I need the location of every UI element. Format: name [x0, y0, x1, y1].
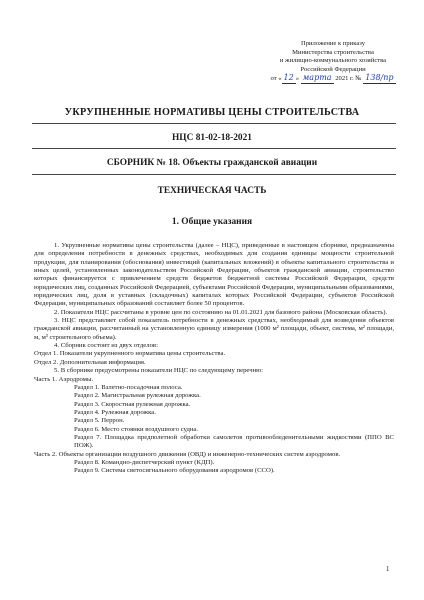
list-item: Раздел 2. Магистральная рулежная дорожка. [74, 392, 201, 400]
approval-line: Приложение к приказу [300, 40, 366, 47]
list-item: Часть 1. Аэродромы. [34, 375, 94, 383]
paragraph: 4. Сборник состоит из двух отделов: [54, 342, 158, 350]
tech-part-heading: ТЕХНИЧЕСКАЯ ЧАСТЬ [157, 186, 267, 196]
paragraph: 3. НЦС представляет собой показатель потребности в денежных средствах, необходимый для возведения объектов гражданской авиации, рассчитанный на установленную единицу измерения (1000 м² площади, объект, система, м² площади, м, м³ строительного объема). [34, 317, 394, 341]
list-item: Отдел 2. Дополнительная информация. [34, 358, 146, 366]
handwritten-day: 12 [283, 73, 294, 83]
list-item: Раздел 1. Взлетно-посадочная полоса. [74, 383, 183, 391]
list-item: Раздел 8. Командно-диспетчерский пункт (КДП). [74, 458, 215, 466]
collection-divider [32, 174, 396, 175]
list-item: Раздел 7. Площадка предполетной обработки самолетов противообледенительными жидкостями (ППО ВС ПОЖ). [74, 433, 394, 450]
approval-line: и жилищно-коммунального хозяйства [279, 57, 387, 65]
collection-title: СБОРНИК № 18. Объекты гражданской авиации [106, 158, 318, 168]
date-day-suffix: » [295, 75, 300, 83]
date-year: 2021 г. № [335, 75, 362, 83]
approval-date-line [248, 74, 418, 84]
list-item: Часть 2. Объекты организации воздушного движения (ОВД) и инженерно-технических систем аэродромов. [34, 450, 341, 458]
list-item: Раздел 5. Перрон. [74, 417, 125, 425]
handwritten-month: марта [302, 73, 332, 83]
code-divider [32, 148, 396, 149]
paragraph: 1. Укрупненные нормативы цены строительства (далее – НЦС), приведенные в настоящем сборнике, предназначены для определения потребности в денежных средствах, необходимых для создания единицы мощности строительной продукции, для планирования (обоснования) инвестиций (капитальных вложений) в объекты капитального строительства и иных целей, установленных законодательством Российской Федерации, объектов гражданской авиации, строительство которых финансируется с привлечением средств бюджетов бюджетной системы Российской Федерации, средств юридических лиц, созданных Российской Федерацией, субъектами Российской Федерации, муниципальными образованиями, юридических лиц, доля в уставных (складочных) капиталах которых Российской Федерации, субъектов Российской Федерации, муниципальных образований составляет более 50 процентов. [34, 242, 394, 308]
handwritten-order-number: 138/пр [365, 73, 394, 83]
document-code: НЦС 81-02-18-2021 [172, 133, 252, 143]
date-prefix: от « [270, 75, 282, 83]
list-item: Раздел 3. Скоростная рулежная дорожка. [74, 400, 191, 408]
paragraph: 5. В сборнике предусмотрены показатели НЦС по следующему перечню: [54, 367, 264, 375]
list-item: Раздел 9. Система светосигнального оборудования аэродромов (ССО). [74, 467, 275, 475]
approval-line: Министерства строительства [292, 48, 374, 56]
document-title: УКРУПНЕННЫЕ НОРМАТИВЫ ЦЕНЫ СТРОИТЕЛЬСТВА [64, 107, 360, 118]
approval-block [248, 40, 418, 84]
paragraph: 2. Показатели НЦС рассчитаны в уровне цен по состоянию на 01.01.2021 для базового района (Московская область). [54, 308, 388, 316]
page-number: 1 [386, 566, 390, 573]
title-divider [32, 123, 396, 124]
section-heading: 1. Общие указания [171, 217, 253, 227]
list-item: Раздел 4. Рулежная дорожка. [74, 408, 156, 416]
approval-line: Российской Федерации [300, 65, 366, 73]
body-text [34, 242, 394, 476]
list-item: Раздел 6. Место стоянки воздушного судна. [74, 425, 199, 433]
list-item: Отдел 1. Показатели укрупненного норматива цены строительства. [34, 350, 226, 358]
